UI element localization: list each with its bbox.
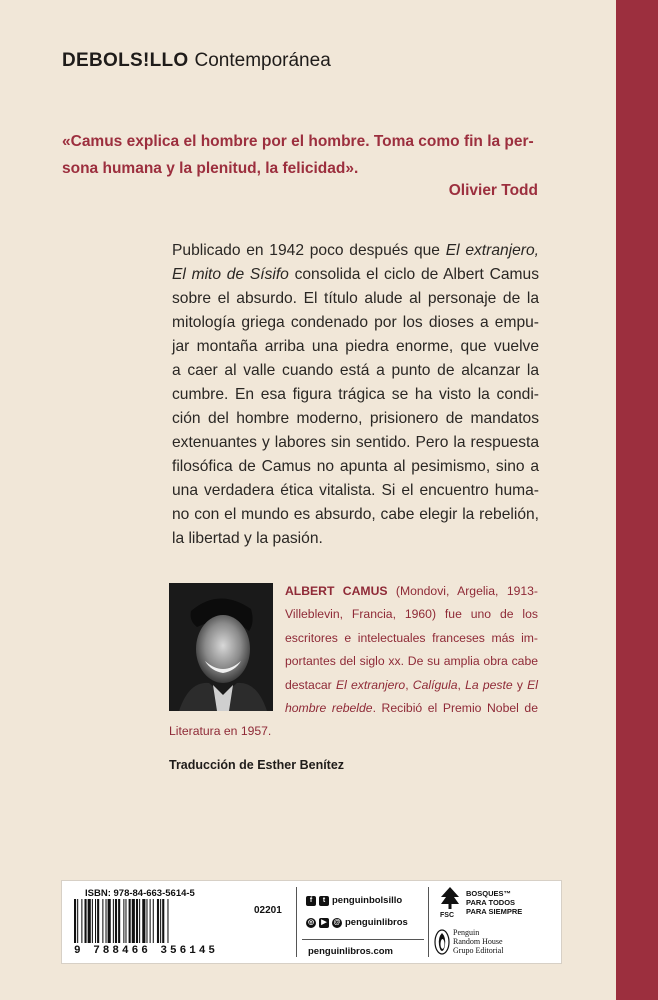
instagram-icon: ◎ xyxy=(307,918,315,926)
barcode-bar xyxy=(167,899,168,943)
synopsis-line: la libertad y la pasión. xyxy=(172,530,323,547)
barcode-bar xyxy=(92,899,93,943)
barcode-bar xyxy=(132,899,135,943)
blurb-quote xyxy=(62,128,544,182)
barcode-bar xyxy=(102,899,103,943)
fsc-tree-icon xyxy=(437,885,463,911)
synopsis-line: cumbre. En esa figura trágica se ha visto la condi- xyxy=(172,386,539,403)
barcode-bar xyxy=(108,899,111,943)
fsc-label: FSC xyxy=(440,912,454,919)
facebook-icon: f xyxy=(306,896,316,906)
fsc-slogan: BOSQUES™ PARA TODOS PARA SIEMPRE xyxy=(466,889,523,916)
bio-line: portantes del siglo xx. De su amplia obra cabe xyxy=(285,654,538,669)
bio-line: Villeblevin, Francia, 1960) fue uno de los xyxy=(285,607,538,622)
barcode-bar xyxy=(77,899,78,943)
barcode-bar xyxy=(162,899,164,943)
barcode-bar xyxy=(136,899,138,943)
quote-line: sona humana y la plenitud, la felicidad». xyxy=(62,160,359,177)
bio-line: hombre rebelde. Recibió el Premio Nobel de xyxy=(285,701,538,716)
back-matter-panel xyxy=(61,880,562,964)
isbn-text: ISBN: 978-84-663-5614-5 xyxy=(85,888,195,899)
price-code: 02201 xyxy=(254,905,282,916)
barcode-bar xyxy=(97,899,99,943)
social-row-2 xyxy=(306,917,408,928)
barcode-bar xyxy=(157,899,159,943)
brand-collection: Contemporánea xyxy=(194,50,331,71)
synopsis xyxy=(172,239,539,551)
barcode-bar xyxy=(81,899,82,943)
synopsis-line: jar montaña arriba una piedra enorme, que vuelve xyxy=(172,338,539,355)
spine-band xyxy=(616,0,658,1000)
divider xyxy=(428,887,429,957)
barcode-bar xyxy=(146,899,147,943)
bio-line: Literatura en 1957. xyxy=(169,724,272,739)
imprint-brand xyxy=(62,50,331,72)
synopsis-line: no con el mundo es absurdo, cabe elegir la rebelión, xyxy=(172,506,539,523)
twitter-icon: t xyxy=(319,896,329,906)
barcode-digits: 9 788466 356145 xyxy=(74,945,219,957)
divider xyxy=(296,887,297,957)
barcode-bar xyxy=(150,899,151,943)
synopsis-line: filosófica de Camus no apunta al pesimismo, sino a xyxy=(172,458,539,475)
barcode-bar xyxy=(142,899,145,943)
youtube-icon: ▶ xyxy=(319,918,329,928)
barcode-bar xyxy=(123,899,124,943)
barcode xyxy=(74,899,250,943)
translator-credit: Traducción de Esther Benítez xyxy=(169,758,345,772)
divider xyxy=(302,939,424,940)
at-icon: @ xyxy=(333,918,341,926)
synopsis-line: sobre el absurdo. El título alude al personaje de la xyxy=(172,290,539,307)
bio-line: escritores e intelectuales franceses más im- xyxy=(285,630,538,645)
barcode-bar xyxy=(118,899,120,943)
barcode-bar xyxy=(95,899,96,943)
quote-author: Olivier Todd xyxy=(448,182,538,199)
barcode-bar xyxy=(74,899,76,943)
barcode-bar xyxy=(115,899,117,943)
synopsis-line: una verdadera ética vitalista. Si el encuentro huma- xyxy=(172,482,539,499)
quote-line: «Camus explica el hombre por el hombre. Toma como fin la per- xyxy=(62,133,534,150)
synopsis-line: a caer al valle cuando está a punto de alcanzar la xyxy=(172,362,539,379)
publisher-name: Penguin Random House Grupo Editorial xyxy=(453,928,504,955)
bio-line: destacar El extranjero, Calígula, La peste y El xyxy=(285,677,539,692)
barcode-bar xyxy=(139,899,140,943)
brand-name: DEBOLS!LLO xyxy=(62,50,189,71)
barcode-bar xyxy=(129,899,131,943)
bio-line: ALBERT CAMUS (Mondovi, Argelia, 1913- xyxy=(285,584,538,598)
website: penguinlibros.com xyxy=(308,946,393,957)
barcode-bar xyxy=(113,899,114,943)
synopsis-line: Publicado en 1942 poco después que El extranjero, xyxy=(172,242,539,259)
barcode-bar xyxy=(153,899,154,943)
social-handle: penguinbolsillo xyxy=(332,895,403,906)
synopsis-line: mitología griega condenado por los dioses a empu- xyxy=(172,314,539,331)
social-row-1 xyxy=(306,895,402,906)
penguin-logo-icon xyxy=(434,929,450,955)
social-handle: penguinlibros xyxy=(345,917,408,928)
synopsis-line: El mito de Sísifo consolida el ciclo de Albert Camus xyxy=(172,266,540,283)
barcode-bar xyxy=(160,899,161,943)
barcode-bar xyxy=(125,899,126,943)
barcode-bar xyxy=(88,899,91,943)
synopsis-line: ción del hombre moderno, prisionero de mandatos xyxy=(172,410,539,427)
synopsis-line: extenuantes y labores sin sentido. Pero la respuesta xyxy=(172,434,539,451)
author-bio xyxy=(169,580,538,744)
barcode-bar xyxy=(85,899,87,943)
barcode-bar xyxy=(106,899,107,943)
